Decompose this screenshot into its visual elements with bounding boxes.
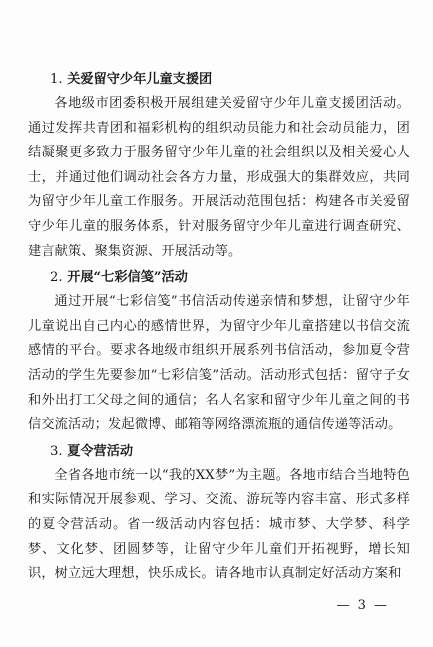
section-paragraph-1: 各地级市团委积极开展组建关爱留守少年儿童支援团活动。通过发挥共青团和福彩机构的组织动员能力和社会动员能力，团结凝聚更多致力于服务留守少年儿童的社会组织以及相关爱心人士，并通过他们调动社会各方力量，形成强大的集群效应，共同为留守少年儿童工作服务。开展活动范围包括：构建各市关爱留守少年儿童的服务体系，针对服务留守少年儿童进行调查研究、建言献策、聚集资源、开展活动等。 <box>28 96 410 259</box>
section-heading-3 <box>28 440 410 464</box>
page-number: — 3 — <box>336 598 389 613</box>
document-body <box>28 68 410 589</box>
section-heading-1 <box>28 68 410 92</box>
section-title: 开展“七彩信笺”活动 <box>67 270 188 286</box>
section-number: 3. <box>50 443 63 459</box>
section-number: 1. <box>50 72 63 87</box>
section-number: 2. <box>50 270 63 286</box>
section-heading-2 <box>28 266 410 290</box>
section-title: 夏令营活动 <box>67 443 134 459</box>
section-paragraph-2: 通过开展“七彩信笺”书信活动传递亲情和梦想，让留守少年儿童说出自己内心的感情世界，为留守少年儿童搭建以书信交流感情的平台。要求各地级市组织开展系列书信活动，参加夏令营活动的学生先要参加“七彩信笺”活动。活动形式包括：留守子女和外出打工父母之间的通信；名人名家和留守少年儿童之间的书信交流活动；发起微博、邮箱等网络漂流瓶的通信传递等活动。 <box>28 294 410 433</box>
section-title: 关爱留守少年儿童支援团 <box>67 72 213 87</box>
section-paragraph-3: 全省各地市统一以“我的XX梦”为主题。各地市结合当地特色和实际情况开展参观、学习、交流、游玩等内容丰富、形式多样的夏令营活动。省一级活动内容包括：城市梦、大学梦、科学梦、文化梦、团圆梦等，让留守少年儿童们开拓视野，增长知识，树立远大理想，快乐成长。请各地市认真制定好活动方案和 <box>28 467 410 582</box>
